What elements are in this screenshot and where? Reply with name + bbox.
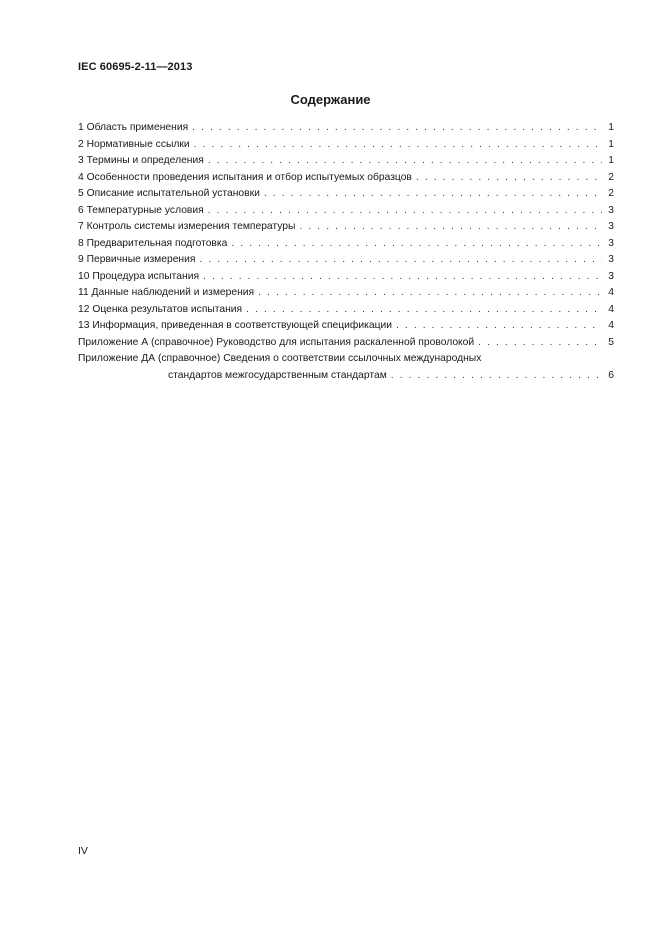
toc-entry-page: 4: [608, 287, 614, 298]
toc-entry-8[interactable]: [78, 236, 614, 253]
dot-leader: [391, 368, 604, 385]
toc-entry-label: 6 Температурные условия: [78, 204, 204, 216]
toc-entry-page: 3: [608, 221, 614, 232]
toc-entry-label: 12 Оценка результатов испытания: [78, 303, 243, 315]
toc-entry-label: Приложение А (справочное) Руководство для испытания раскаленной проволокой: [78, 336, 475, 348]
toc-entry-label: 4 Особенности проведения испытания и отбор испытуемых образцов: [78, 171, 412, 183]
dot-leader: [258, 285, 602, 302]
toc-entry-page: 3: [608, 254, 614, 265]
toc-entry-label: 10 Процедура испытания: [78, 270, 200, 282]
toc-entry-page: 4: [608, 320, 614, 331]
dot-leader: [194, 137, 602, 154]
dot-leader: [246, 302, 602, 319]
toc-entry-label-line2: стандартов межгосударственным стандартам: [168, 369, 387, 381]
table-of-contents: [78, 120, 614, 384]
dot-leader: [264, 186, 602, 203]
toc-entry-label: 3 Термины и определения: [78, 155, 204, 166]
dot-leader: [208, 153, 602, 170]
toc-entry-label-line1: Приложение ДА (справочное) Сведения о соответствии ссылочных международных: [78, 353, 482, 364]
toc-entry-page: 2: [608, 171, 614, 183]
toc-entry-label: 9 Первичные измерения: [78, 254, 196, 265]
toc-entry-1[interactable]: [78, 120, 614, 137]
toc-entry-6[interactable]: [78, 203, 614, 220]
toc-title: Содержание: [290, 92, 371, 107]
toc-entry-label: 1 Область применения: [78, 122, 189, 133]
toc-entry-page: 2: [608, 188, 614, 199]
dot-leader: [478, 335, 602, 352]
toc-entry-label: 2 Нормативные ссылки: [78, 138, 190, 150]
toc-entry-page: 3: [608, 270, 614, 282]
toc-entry-annex-da[interactable]: [78, 351, 614, 384]
toc-entry-2[interactable]: [78, 137, 614, 154]
toc-entry-annex-a[interactable]: [78, 335, 614, 352]
toc-entry-label: 13 Информация, приведенная в соответствующей спецификации: [78, 320, 392, 331]
toc-entry-label: 8 Предварительная подготовка: [78, 237, 228, 249]
dot-leader: [208, 203, 602, 220]
toc-entry-9[interactable]: [78, 252, 614, 269]
toc-entry-continuation: [78, 368, 614, 385]
dot-leader: [231, 236, 602, 253]
toc-entry-page: 1: [608, 138, 614, 150]
toc-entry-5[interactable]: [78, 186, 614, 203]
toc-entry-3[interactable]: [78, 153, 614, 170]
dot-leader: [203, 269, 602, 286]
toc-entry-page: 5: [608, 336, 614, 348]
document-code: IEC 60695-2-11—2013: [78, 61, 193, 73]
toc-entry-page: 1: [608, 155, 614, 166]
toc-entry-7[interactable]: [78, 219, 614, 236]
toc-entry-page: 6: [608, 369, 614, 381]
toc-entry-page: 1: [608, 122, 614, 133]
toc-entry-page: 3: [608, 237, 614, 249]
toc-entry-label: 5 Описание испытательной установки: [78, 188, 260, 199]
toc-entry-10[interactable]: [78, 269, 614, 286]
toc-entry-13[interactable]: [78, 318, 614, 335]
dot-leader: [416, 170, 602, 187]
toc-entry-4[interactable]: [78, 170, 614, 187]
dot-leader: [199, 252, 602, 269]
dot-leader: [192, 120, 602, 137]
page-number: IV: [78, 845, 88, 857]
dot-leader: [396, 318, 602, 335]
toc-entry-page: 3: [608, 204, 614, 216]
toc-entry-label: 7 Контроль системы измерения температуры: [78, 221, 296, 232]
toc-entry-page: 4: [608, 303, 614, 315]
toc-entry-11[interactable]: [78, 285, 614, 302]
toc-entry-label: 11 Данные наблюдений и измерения: [78, 287, 255, 298]
dot-leader: [299, 219, 602, 236]
toc-entry-12[interactable]: [78, 302, 614, 319]
